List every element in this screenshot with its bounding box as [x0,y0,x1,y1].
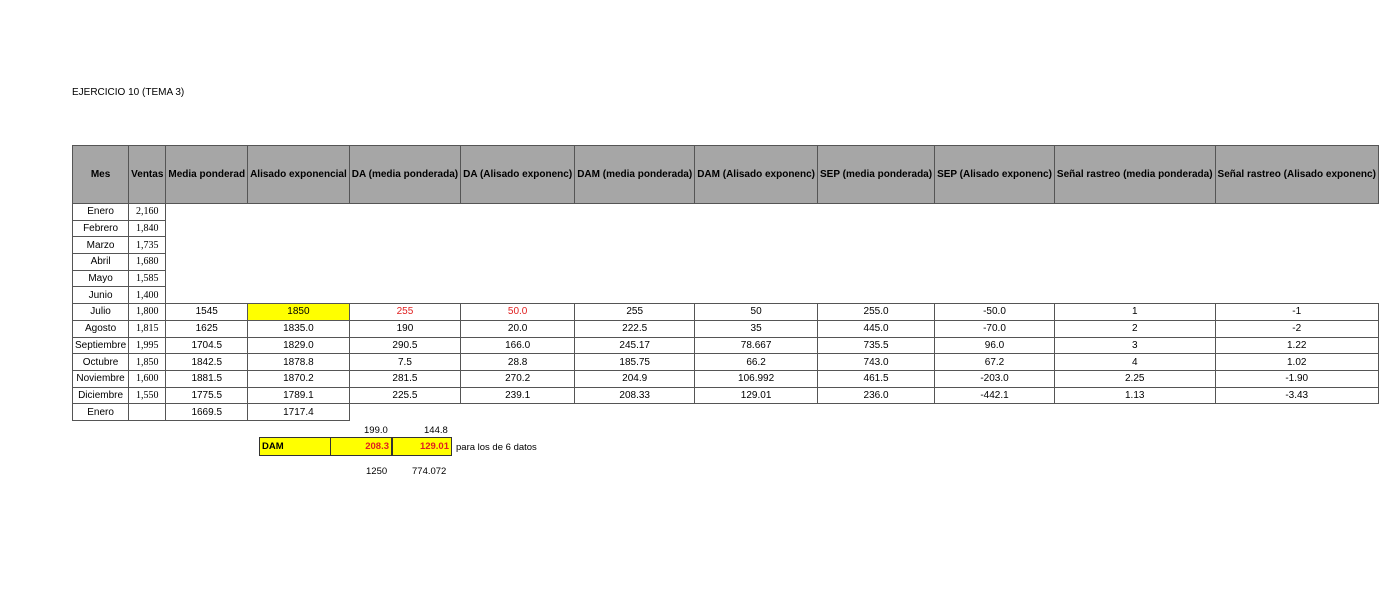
cell-mes: Enero [73,404,129,421]
cell-empty [818,237,935,254]
cell-mes: Diciembre [73,387,129,404]
cell-empty [349,254,460,271]
cell-senal-media: 1.13 [1054,387,1215,404]
cell-empty [461,204,575,221]
cell-empty [1215,204,1378,221]
header-sep-media: SEP (media ponderada) [818,146,935,204]
cell-empty [935,404,1055,421]
cell-alisado: 1870.2 [248,370,350,387]
cell-media: 1842.5 [166,354,248,371]
cell-empty [166,220,248,237]
cell-da-alisado: 239.1 [461,387,575,404]
cell-ventas [129,404,166,421]
cell-ventas: 1,600 [129,370,166,387]
cell-da-alisado: 166.0 [461,337,575,354]
cell-ventas: 1,840 [129,220,166,237]
cell-empty [575,404,695,421]
cell-empty [935,254,1055,271]
cell-empty [248,220,350,237]
cell-sep-media: 743.0 [818,354,935,371]
cell-mes: Enero [73,204,129,221]
cell-da-alisado: 270.2 [461,370,575,387]
cell-mes: Agosto [73,320,129,337]
cell-empty [818,287,935,304]
cell-mes: Julio [73,304,129,321]
cell-empty [695,220,818,237]
cell-da-media: 190 [349,320,460,337]
cell-sep-alisado: -442.1 [935,387,1055,404]
cell-empty [935,204,1055,221]
cell-empty [575,287,695,304]
cell-sep-media: 461.5 [818,370,935,387]
cell-mes: Junio [73,287,129,304]
cell-empty [1215,237,1378,254]
table-row [73,254,1379,271]
cell-alisado: 1878.8 [248,354,350,371]
cell-empty [1215,254,1378,271]
cell-da-media: 290.5 [349,337,460,354]
cell-empty [1054,204,1215,221]
cell-empty [248,287,350,304]
header-row [73,146,1379,204]
cell-empty [461,270,575,287]
cell-da-media: 225.5 [349,387,460,404]
cell-mes: Mayo [73,270,129,287]
cell-alisado: 1717.4 [248,404,350,421]
header-dam-alisado: DAM (Alisado exponenc) [695,146,818,204]
dam-summary-media: 208.3 [330,437,392,456]
cell-media: 1669.5 [166,404,248,421]
cell-senal-alisado: -2 [1215,320,1378,337]
cell-mes: Marzo [73,237,129,254]
cell-sep-alisado: -50.0 [935,304,1055,321]
cell-empty [1215,220,1378,237]
cell-ventas: 1,815 [129,320,166,337]
cell-senal-alisado: 1.02 [1215,354,1378,371]
cell-empty [818,254,935,271]
cell-empty [575,270,695,287]
dam-summary-alisado: 129.01 [392,437,452,456]
cell-empty [461,220,575,237]
cell-empty [935,237,1055,254]
cell-empty [248,270,350,287]
cell-senal-alisado: -1 [1215,304,1378,321]
cell-alisado: 1835.0 [248,320,350,337]
cell-empty [1215,287,1378,304]
cell-media: 1545 [166,304,248,321]
cell-empty [695,254,818,271]
cell-sep-media: 236.0 [818,387,935,404]
forecast-table [72,145,1379,421]
total-alisado: 774.072 [412,466,447,477]
cell-media: 1704.5 [166,337,248,354]
cell-empty [166,254,248,271]
cell-empty [166,237,248,254]
cell-sep-alisado: 96.0 [935,337,1055,354]
header-mes: Mes [73,146,129,204]
cell-empty [248,204,350,221]
cell-empty [461,404,575,421]
cell-senal-media: 4 [1054,354,1215,371]
cell-empty [1215,270,1378,287]
table-row [73,354,1379,371]
cell-dam-media: 208.33 [575,387,695,404]
cell-empty [575,237,695,254]
cell-empty [1054,237,1215,254]
cell-empty [695,287,818,304]
cell-ventas: 1,995 [129,337,166,354]
cell-da-alisado: 50.0 [461,304,575,321]
cell-dam-media: 185.75 [575,354,695,371]
cell-alisado: 1850 [248,304,350,321]
cell-senal-media: 1 [1054,304,1215,321]
cell-empty [349,237,460,254]
table-row [73,404,1379,421]
exercise-title: EJERCICIO 10 (TEMA 3) [72,87,185,98]
header-dam-media: DAM (media ponderada) [575,146,695,204]
header-sep-alisado: SEP (Alisado exponenc) [935,146,1055,204]
cell-empty [935,220,1055,237]
cell-dam-media: 245.17 [575,337,695,354]
cell-mes: Noviembre [73,370,129,387]
cell-ventas: 1,550 [129,387,166,404]
cell-dam-alisado: 129.01 [695,387,818,404]
cell-senal-alisado: 1.22 [1215,337,1378,354]
cell-dam-media: 255 [575,304,695,321]
cell-empty [818,204,935,221]
table-row [73,287,1379,304]
cell-empty [1054,254,1215,271]
cell-empty [248,237,350,254]
cell-empty [349,204,460,221]
cell-dam-alisado: 50 [695,304,818,321]
table-row [73,270,1379,287]
cell-empty [695,404,818,421]
cell-empty [349,270,460,287]
cell-ventas: 1,680 [129,254,166,271]
cell-empty [349,220,460,237]
cell-sep-media: 735.5 [818,337,935,354]
cell-dam-media: 204.9 [575,370,695,387]
table-row [73,220,1379,237]
header-alisado-exponencial: Alisado exponencial [248,146,350,204]
cell-senal-alisado: -3.43 [1215,387,1378,404]
cell-senal-media: 2 [1054,320,1215,337]
cell-empty [575,204,695,221]
cell-sep-media: 445.0 [818,320,935,337]
cell-empty [248,254,350,271]
cell-senal-alisado: -1.90 [1215,370,1378,387]
cell-ventas: 2,160 [129,204,166,221]
table-row [73,304,1379,321]
table-row [73,387,1379,404]
table-row [73,370,1379,387]
cell-ventas: 1,735 [129,237,166,254]
cell-empty [695,237,818,254]
header-da-media: DA (media ponderada) [349,146,460,204]
cell-empty [349,287,460,304]
cell-sep-alisado: -203.0 [935,370,1055,387]
cell-empty [166,287,248,304]
cell-mes: Septiembre [73,337,129,354]
cell-mes: Abril [73,254,129,271]
cell-empty [1054,287,1215,304]
cell-ventas: 1,800 [129,304,166,321]
cell-empty [461,254,575,271]
cell-empty [1054,404,1215,421]
cell-empty [695,270,818,287]
cell-empty [166,204,248,221]
cell-empty [818,270,935,287]
cell-empty [1215,404,1378,421]
cell-da-alisado: 28.8 [461,354,575,371]
cell-da-media: 255 [349,304,460,321]
cell-empty [1054,220,1215,237]
cell-empty [935,270,1055,287]
avg-da-media: 199.0 [364,425,388,436]
table-row [73,237,1379,254]
cell-senal-media: 3 [1054,337,1215,354]
cell-media: 1625 [166,320,248,337]
cell-media: 1881.5 [166,370,248,387]
table-row [73,337,1379,354]
cell-da-media: 7.5 [349,354,460,371]
header-senal-alisado: Señal rastreo (Alisado exponenc) [1215,146,1378,204]
header-da-alisado: DA (Alisado exponenc) [461,146,575,204]
cell-mes: Febrero [73,220,129,237]
dam-summary-label: DAM [259,437,333,456]
cell-ventas: 1,585 [129,270,166,287]
cell-mes: Octubre [73,354,129,371]
cell-empty [461,287,575,304]
cell-da-media: 281.5 [349,370,460,387]
cell-dam-alisado: 78.667 [695,337,818,354]
cell-dam-media: 222.5 [575,320,695,337]
cell-empty [166,270,248,287]
cell-ventas: 1,400 [129,287,166,304]
cell-empty [575,220,695,237]
total-media: 1250 [366,466,388,477]
dam-summary-note: para los de 6 datos [456,442,537,453]
cell-dam-alisado: 35 [695,320,818,337]
cell-ventas: 1,850 [129,354,166,371]
cell-da-alisado: 20.0 [461,320,575,337]
avg-da-alisado: 144.8 [424,425,448,436]
table-row [73,320,1379,337]
cell-media: 1775.5 [166,387,248,404]
table-row [73,204,1379,221]
cell-alisado: 1789.1 [248,387,350,404]
cell-senal-media: 2.25 [1054,370,1215,387]
cell-dam-alisado: 66.2 [695,354,818,371]
header-ventas: Ventas [129,146,166,204]
cell-empty [818,220,935,237]
cell-alisado: 1829.0 [248,337,350,354]
cell-sep-alisado: -70.0 [935,320,1055,337]
cell-empty [695,204,818,221]
cell-empty [935,287,1055,304]
header-senal-media: Señal rastreo (media ponderada) [1054,146,1215,204]
cell-empty [349,404,460,421]
cell-empty [461,237,575,254]
cell-empty [1054,270,1215,287]
cell-dam-alisado: 106.992 [695,370,818,387]
cell-empty [575,254,695,271]
cell-sep-alisado: 67.2 [935,354,1055,371]
cell-sep-media: 255.0 [818,304,935,321]
dam-summary [259,437,452,455]
cell-empty [818,404,935,421]
header-media-ponderada: Media ponderad [166,146,248,204]
